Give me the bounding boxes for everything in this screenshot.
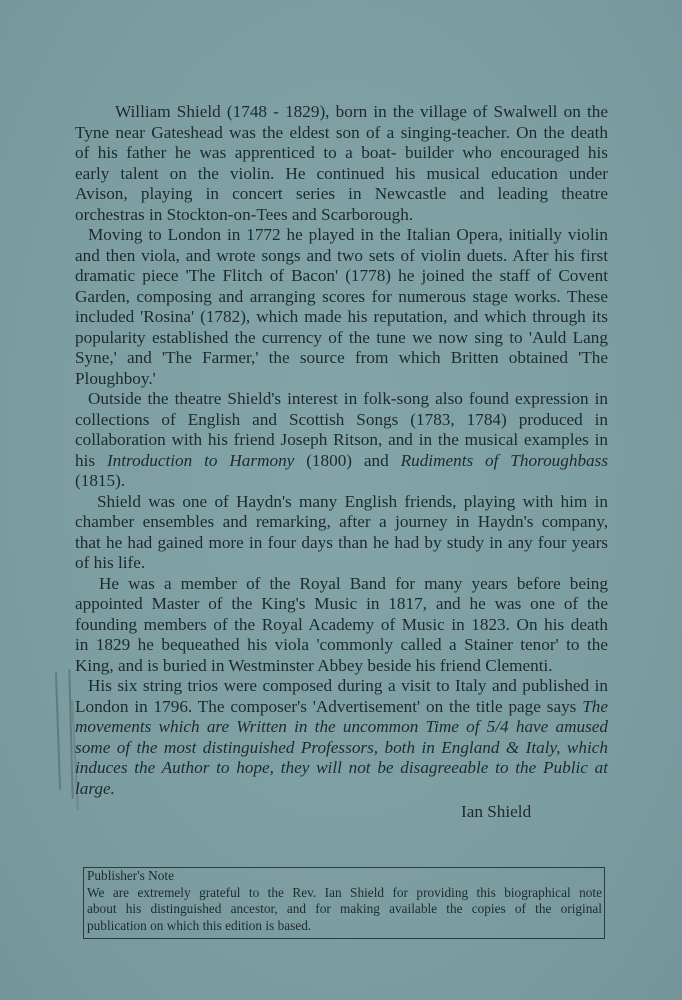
quote-line: some of the most distinguished Professors, both in England & Italy, which [75, 737, 608, 757]
text-line: Syne,' and 'The Farmer,' the source from which Britten obtained 'The [75, 348, 608, 367]
text-line: Outside the theatre Shield's interest in folk-song also found expression in [88, 389, 608, 408]
book-title-rudiments-of-thoroughbass: Rudiments of Thoroughbass [400, 450, 608, 470]
text-line: Shield was one of Haydn's many English friends, playing with him in [97, 491, 608, 511]
text-line: chamber ensembles and remarking, after a journey in Haydn's company, [75, 512, 608, 531]
publishers-note-line: about his distinguished ancestor, and for making available the copies of the original [87, 901, 602, 916]
text-line: Ploughboy.' [75, 368, 156, 388]
text-line [75, 697, 608, 718]
text-line: William Shield (1748 - 1829), born in the village of Swalwell on the [115, 102, 608, 121]
quote-line: induces the Author to hope, they will not be disagreeable to the Public at [75, 758, 608, 777]
book-title-introduction-to-harmony: Introduction to Harmony [106, 450, 295, 470]
text-fragment: (1800) and [306, 450, 389, 470]
text-line: Avison, playing in concert series in Newcastle and leading theatre [75, 184, 608, 203]
biography-text [75, 102, 608, 799]
text-line: King, and is buried in Westminster Abbey beside his friend Clementi. [75, 655, 553, 675]
text-line: collaboration with his friend Joseph Ritson, and in the musical examples in [75, 430, 608, 449]
paragraph-2 [75, 225, 608, 389]
text-fragment: London in 1796. The composer's 'Advertisement' on the title page says [75, 696, 577, 716]
text-line: collections of English and Scottish Songs (1783, 1784) produced in [75, 409, 608, 429]
text-line [75, 451, 608, 472]
text-line: of his father he was apprenticed to a boat- builder who encouraged his [75, 143, 608, 162]
text-line: popularity established the currency of the tune we now sing to 'Auld Lang [75, 327, 608, 347]
text-line: Tyne near Gateshead was the eldest son of a singing-teacher. On the death [75, 122, 608, 142]
text-line: and then viola, and wrote songs and two sets of violin duets. After his first [75, 245, 608, 265]
text-line: early talent on the violin. He continued his musical education under [75, 163, 608, 183]
publishers-note-line: We are extremely grateful to the Rev. Ian Shield for providing this biographical note [87, 884, 602, 900]
text-line: (1815). [75, 471, 126, 490]
text-line: appointed Master of the King's Music in 1817, and he was one of the [75, 594, 608, 613]
publishers-note-box [83, 867, 605, 939]
publishers-note-heading: Publisher's Note [87, 868, 174, 883]
paragraph-5 [75, 574, 608, 677]
text-line: His six string trios were composed during a visit to Italy and published in [88, 676, 608, 695]
text-line: of his life. [75, 553, 146, 572]
paragraph-1 [75, 102, 608, 225]
text-line: in 1829 he bequeathed his viola 'commonly called a Stainer tenor' to the [75, 635, 608, 654]
text-line: orchestras in Stockton-on-Tees and Scarborough. [75, 204, 414, 224]
text-line: included 'Rosina' (1782), which made his reputation, and which through its [75, 307, 608, 326]
publishers-note-line: publication on which this edition is based. [87, 917, 312, 933]
quote-fragment: The [582, 696, 608, 716]
quote-line: large. [75, 778, 115, 798]
text-fragment: his [75, 450, 96, 470]
text-line: Garden, composing and arranging scores for numerous stage works. These [75, 286, 608, 306]
paragraph-4 [75, 492, 608, 574]
text-line: Moving to London in 1772 he played in the Italian Opera, initially violin [88, 225, 608, 244]
pencil-mark [55, 672, 61, 790]
paragraph-6 [75, 676, 608, 799]
text-line: founding members of the Royal Academy of Music in 1823. On his death [75, 614, 608, 634]
author-signature: Ian Shield [461, 802, 532, 821]
text-line: He was a member of the Royal Band for many years before being [99, 573, 608, 593]
quote-line: movements which are Written in the uncommon Time of 5/4 have amused [75, 717, 608, 736]
text-line: dramatic piece 'The Flitch of Bacon' (1778) he joined the staff of Covent [75, 266, 608, 285]
text-line: that he had gained more in four days than he had by study in any four years [75, 532, 608, 552]
paragraph-3 [75, 389, 608, 492]
